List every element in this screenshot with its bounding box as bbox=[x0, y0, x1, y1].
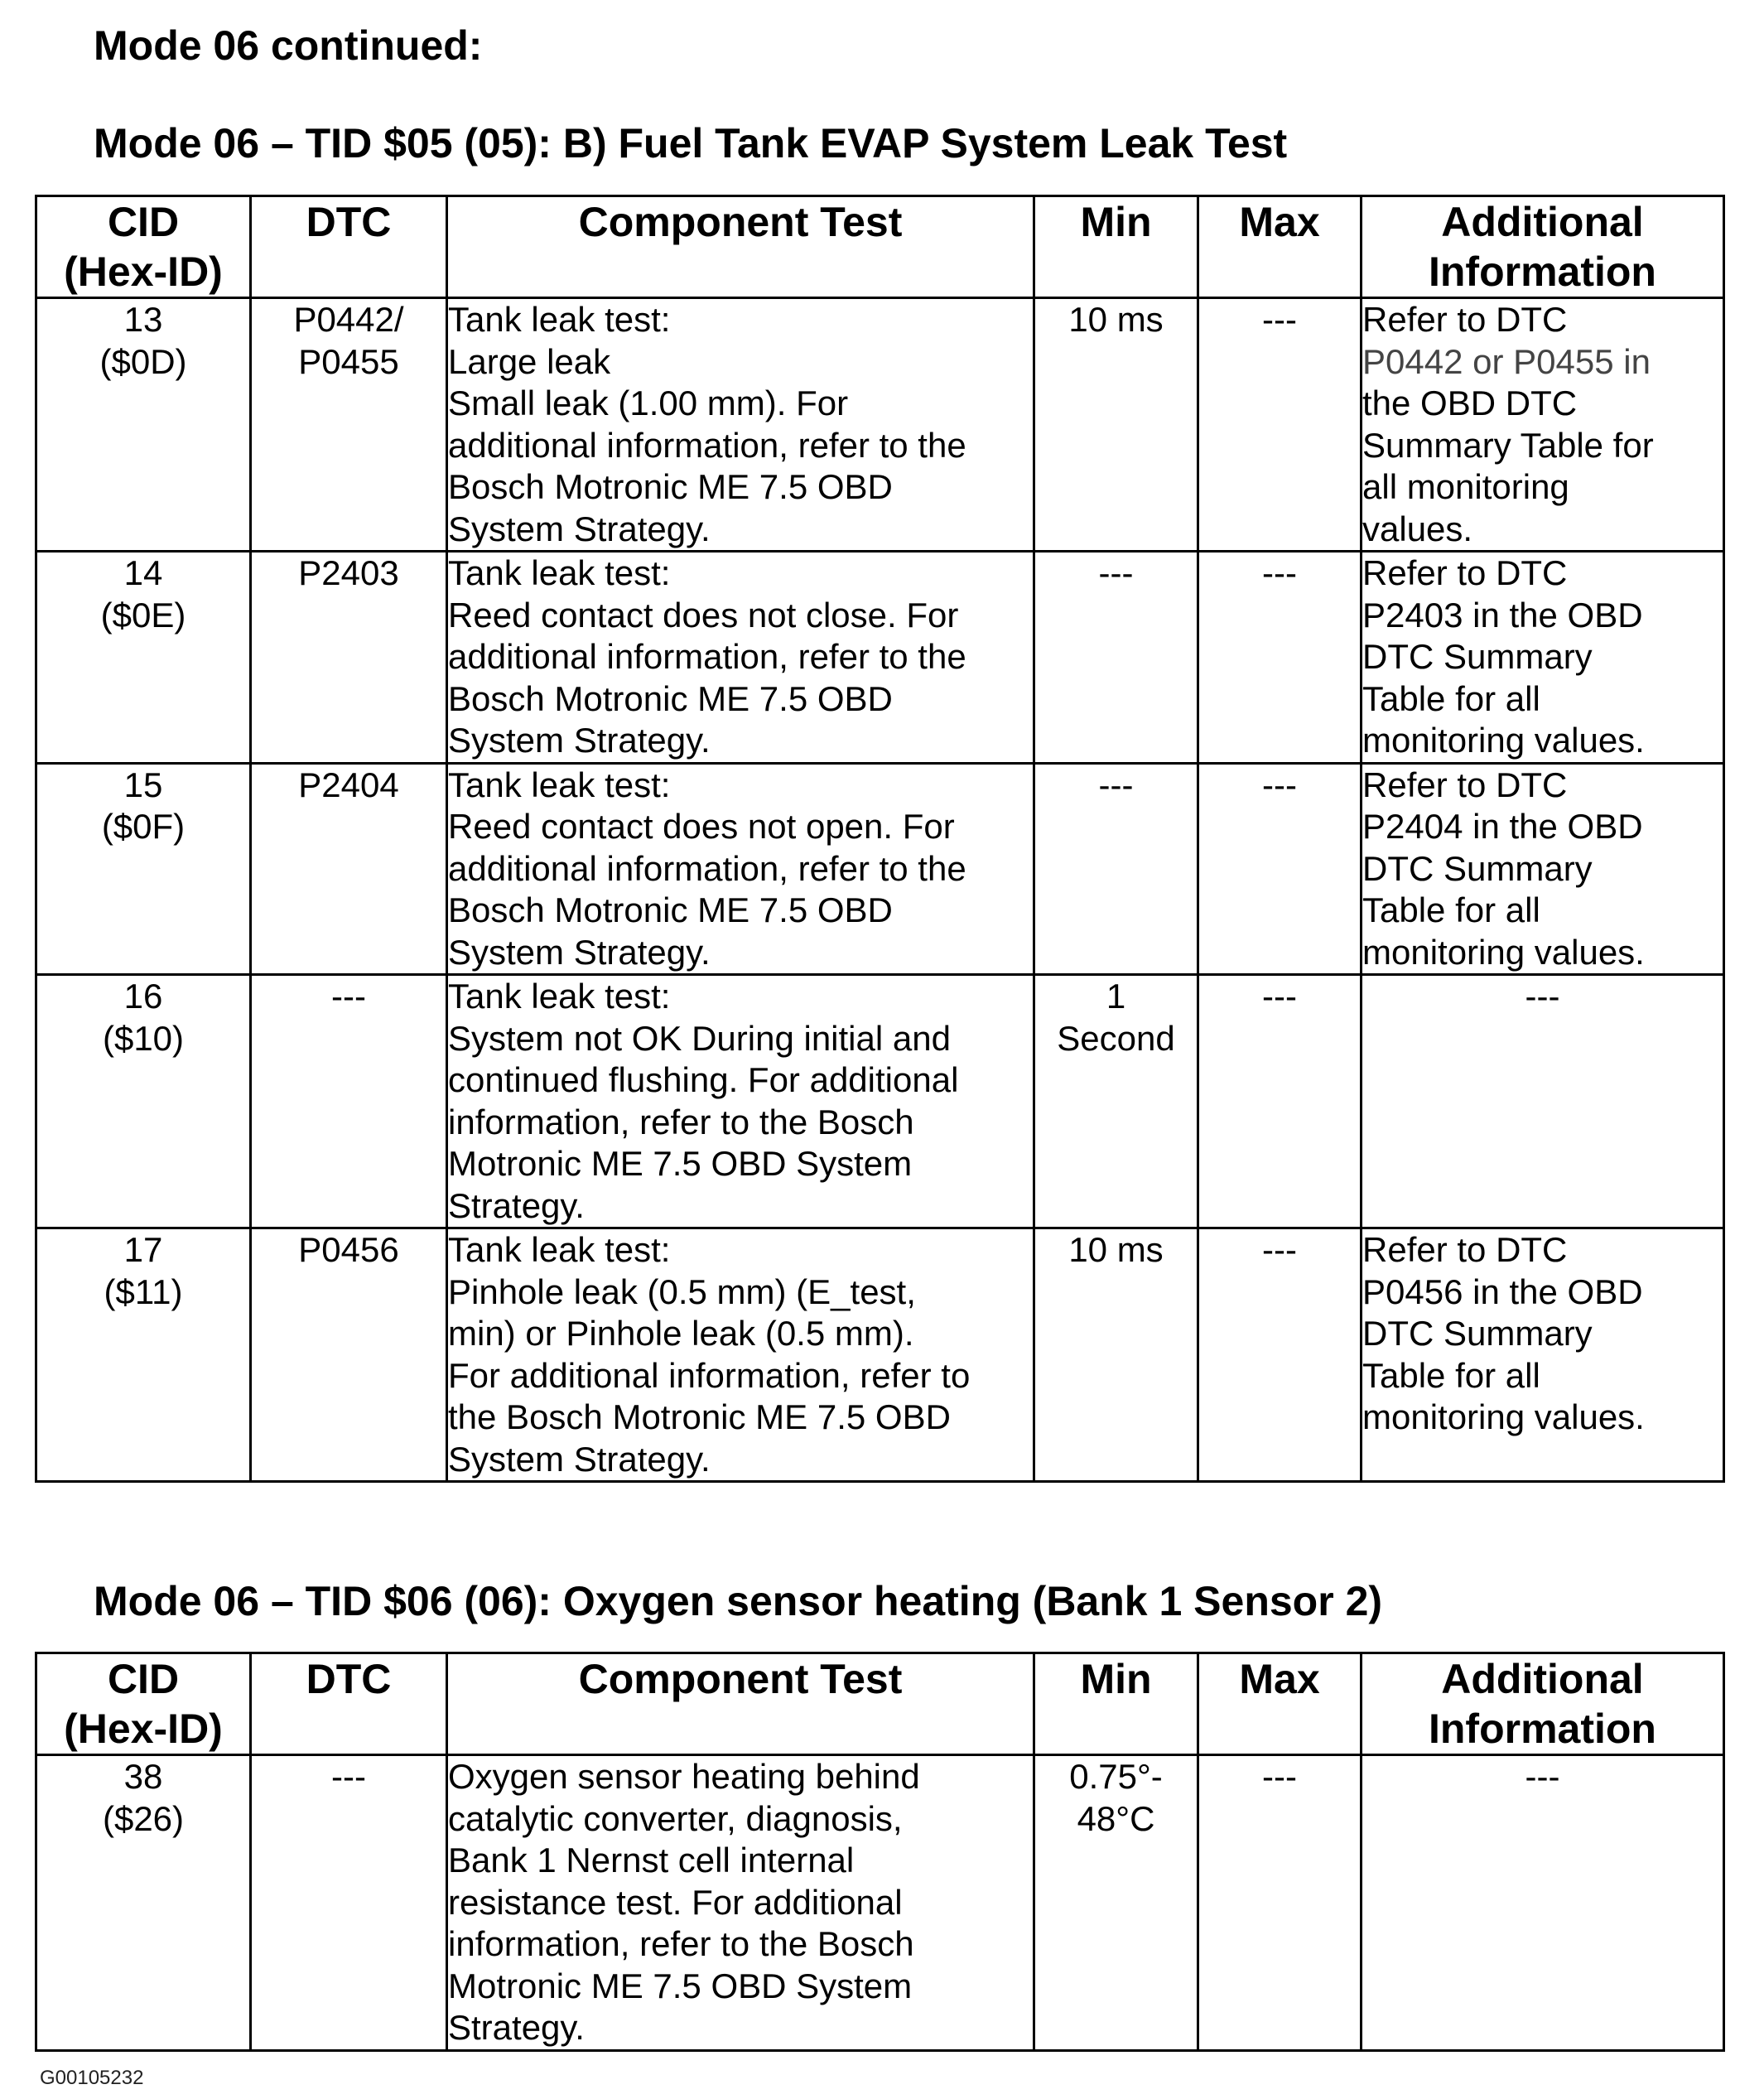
additional-info-cell bbox=[1362, 1228, 1724, 1482]
info-line: DTC Summary bbox=[1362, 848, 1593, 888]
component-test-cell bbox=[447, 763, 1034, 975]
test-line: System Strategy. bbox=[448, 932, 711, 972]
min-cell bbox=[1034, 1755, 1198, 2051]
table-2-title: Mode 06 – TID $06 (06): Oxygen sensor heating (Bank 1 Sensor 2) bbox=[94, 1578, 1383, 1624]
test-line: Oxygen sensor heating behind bbox=[448, 1757, 920, 1796]
test-line: Tank leak test: bbox=[448, 553, 671, 592]
header-dtc bbox=[251, 196, 447, 298]
header-cid bbox=[36, 1653, 251, 1755]
info-line: the OBD DTC bbox=[1362, 384, 1578, 422]
dtc-cell bbox=[251, 1755, 447, 2051]
header-min-line: Min bbox=[1080, 1656, 1152, 1702]
header-min bbox=[1034, 1653, 1198, 1755]
info-line: DTC Summary bbox=[1362, 637, 1593, 676]
min-value: 10 ms bbox=[1068, 1230, 1164, 1269]
max-value: --- bbox=[1262, 300, 1297, 339]
test-line: additional information, refer to the bbox=[448, 637, 966, 676]
table-row bbox=[36, 1755, 1724, 2051]
component-test-cell bbox=[447, 552, 1034, 764]
info-line: --- bbox=[1525, 977, 1560, 1016]
header-max-line: Max bbox=[1239, 1656, 1320, 1702]
header-info-line: Information bbox=[1429, 1706, 1656, 1752]
test-line: System Strategy. bbox=[448, 1439, 711, 1479]
test-line: Motronic ME 7.5 OBD System bbox=[448, 1966, 913, 2005]
test-line: Motronic ME 7.5 OBD System bbox=[448, 1144, 913, 1183]
evap-leak-test-table bbox=[35, 195, 1725, 1483]
min-value: --- bbox=[1098, 553, 1134, 592]
max-value: --- bbox=[1262, 553, 1297, 592]
component-test-cell bbox=[447, 1755, 1034, 2051]
info-line: Refer to DTC bbox=[1362, 553, 1568, 592]
header-component-test bbox=[447, 196, 1034, 298]
test-line: Large leak bbox=[448, 341, 611, 381]
header-additional-information bbox=[1362, 1653, 1724, 1755]
dtc-code: P2404 bbox=[298, 765, 399, 804]
test-line: the Bosch Motronic ME 7.5 OBD bbox=[448, 1397, 951, 1436]
test-line: Bosch Motronic ME 7.5 OBD bbox=[448, 467, 893, 506]
dtc-cell bbox=[251, 298, 447, 552]
info-line: P0442 or P0455 in bbox=[1362, 341, 1651, 381]
info-line: monitoring values. bbox=[1362, 721, 1645, 760]
header-cid-line: CID bbox=[107, 199, 180, 245]
max-value: --- bbox=[1262, 977, 1297, 1016]
info-line: P2404 in the OBD bbox=[1362, 807, 1643, 846]
info-line: Table for all bbox=[1362, 678, 1540, 718]
additional-info-cell bbox=[1362, 552, 1724, 764]
min-value: --- bbox=[1098, 765, 1134, 804]
info-line: P2403 in the OBD bbox=[1362, 595, 1643, 635]
test-line: Tank leak test: bbox=[448, 300, 671, 339]
header-cid bbox=[36, 196, 251, 298]
header-dtc bbox=[251, 1653, 447, 1755]
max-cell bbox=[1198, 552, 1362, 764]
header-min bbox=[1034, 196, 1198, 298]
max-cell bbox=[1198, 1228, 1362, 1482]
dtc-code: P0456 bbox=[298, 1230, 399, 1269]
min-value: 0.75°- bbox=[1069, 1757, 1163, 1796]
test-line: continued flushing. For additional bbox=[448, 1060, 959, 1099]
header-min-line: Min bbox=[1080, 199, 1152, 245]
cid-cell bbox=[36, 1228, 251, 1482]
test-line: additional information, refer to the bbox=[448, 848, 966, 888]
test-line: Reed contact does not open. For bbox=[448, 807, 955, 846]
table-row bbox=[36, 763, 1724, 975]
test-line: For additional information, refer to bbox=[448, 1355, 971, 1395]
dtc-cell bbox=[251, 975, 447, 1228]
header-max bbox=[1198, 196, 1362, 298]
dtc-cell bbox=[251, 552, 447, 764]
test-line: Tank leak test: bbox=[448, 977, 671, 1016]
max-value: --- bbox=[1262, 1757, 1297, 1796]
additional-info-cell bbox=[1362, 1755, 1724, 2051]
info-line: Refer to DTC bbox=[1362, 300, 1568, 339]
cid-cell bbox=[36, 1755, 251, 2051]
hex-id-value: ($10) bbox=[102, 1018, 185, 1058]
header-dtc-line: DTC bbox=[306, 1656, 392, 1702]
hex-id-value: ($0D) bbox=[99, 341, 187, 381]
header-info-line: Additional bbox=[1441, 1656, 1644, 1702]
test-line: Strategy. bbox=[448, 2008, 585, 2047]
header-row bbox=[36, 1653, 1724, 1755]
min-value: 48°C bbox=[1077, 1798, 1155, 1838]
min-cell bbox=[1034, 552, 1198, 764]
dtc-code: --- bbox=[331, 977, 366, 1016]
component-test-cell bbox=[447, 298, 1034, 552]
table-row bbox=[36, 1228, 1724, 1482]
header-info-line: Information bbox=[1429, 249, 1656, 295]
test-line: Bank 1 Nernst cell internal bbox=[448, 1841, 855, 1879]
page-heading-continued: Mode 06 continued: bbox=[94, 22, 483, 69]
cid-cell bbox=[36, 975, 251, 1228]
test-line: Reed contact does not close. For bbox=[448, 595, 959, 635]
hex-id-value: ($0F) bbox=[101, 807, 186, 846]
test-line: additional information, refer to the bbox=[448, 425, 966, 465]
cid-value: 17 bbox=[123, 1230, 163, 1269]
additional-info-cell bbox=[1362, 298, 1724, 552]
test-line: System not OK During initial and bbox=[448, 1018, 951, 1058]
header-cid-line: CID bbox=[107, 1656, 180, 1702]
info-line: all monitoring bbox=[1362, 467, 1569, 506]
additional-info-cell bbox=[1362, 763, 1724, 975]
info-line: Summary Table for bbox=[1362, 425, 1654, 465]
min-cell bbox=[1034, 1228, 1198, 1482]
max-cell bbox=[1198, 975, 1362, 1228]
test-line: Small leak (1.00 mm). For bbox=[448, 384, 849, 422]
info-line: monitoring values. bbox=[1362, 1397, 1645, 1436]
header-max-line: Max bbox=[1239, 199, 1320, 245]
test-line: Strategy. bbox=[448, 1185, 585, 1225]
max-value: --- bbox=[1262, 1230, 1297, 1269]
header-cid-line: (Hex-ID) bbox=[64, 1706, 223, 1752]
dtc-cell bbox=[251, 763, 447, 975]
cid-value: 38 bbox=[123, 1757, 163, 1796]
header-max bbox=[1198, 1653, 1362, 1755]
min-cell bbox=[1034, 763, 1198, 975]
cid-value: 15 bbox=[123, 765, 163, 804]
info-line: Refer to DTC bbox=[1362, 765, 1568, 804]
header-row bbox=[36, 196, 1724, 298]
test-line: information, refer to the Bosch bbox=[448, 1102, 914, 1141]
component-test-cell bbox=[447, 975, 1034, 1228]
cid-value: 16 bbox=[123, 977, 163, 1016]
cid-value: 13 bbox=[123, 300, 163, 339]
header-component-test bbox=[447, 1653, 1034, 1755]
info-line: P0456 in the OBD bbox=[1362, 1271, 1643, 1311]
info-line: values. bbox=[1362, 509, 1473, 548]
test-line: Tank leak test: bbox=[448, 765, 671, 804]
hex-id-value: ($26) bbox=[102, 1798, 185, 1838]
header-additional-information bbox=[1362, 196, 1724, 298]
info-line: DTC Summary bbox=[1362, 1314, 1593, 1353]
dtc-code: --- bbox=[331, 1757, 366, 1796]
header-cid-line: (Hex-ID) bbox=[64, 249, 223, 295]
test-line: Bosch Motronic ME 7.5 OBD bbox=[448, 678, 893, 718]
test-line: information, refer to the Bosch bbox=[448, 1924, 914, 1963]
hex-id-value: ($11) bbox=[104, 1271, 183, 1311]
max-cell bbox=[1198, 1755, 1362, 2051]
test-line: Tank leak test: bbox=[448, 1230, 671, 1269]
header-info-line: Additional bbox=[1441, 199, 1644, 245]
header-dtc-line: DTC bbox=[306, 199, 392, 245]
test-line: min) or Pinhole leak (0.5 mm). bbox=[448, 1314, 914, 1353]
min-value: 10 ms bbox=[1068, 300, 1164, 339]
info-line: monitoring values. bbox=[1362, 932, 1645, 972]
additional-info-cell bbox=[1362, 975, 1724, 1228]
cid-cell bbox=[36, 763, 251, 975]
test-line: resistance test. For additional bbox=[448, 1882, 903, 1922]
figure-code: G00105232 bbox=[40, 2067, 144, 2089]
max-cell bbox=[1198, 763, 1362, 975]
test-line: catalytic converter, diagnosis, bbox=[448, 1798, 903, 1838]
oxygen-sensor-heating-table bbox=[35, 1652, 1725, 2052]
min-value: 1 bbox=[1106, 977, 1126, 1016]
cid-value: 14 bbox=[123, 553, 163, 592]
cid-cell bbox=[36, 298, 251, 552]
max-cell bbox=[1198, 298, 1362, 552]
min-value: Second bbox=[1057, 1018, 1175, 1058]
dtc-cell bbox=[251, 1228, 447, 1482]
cid-cell bbox=[36, 552, 251, 764]
dtc-code: P0442/ bbox=[293, 300, 404, 339]
table-1-title: Mode 06 – TID $05 (05): B) Fuel Tank EVAP System Leak Test bbox=[94, 120, 1288, 166]
dtc-code: P2403 bbox=[298, 553, 399, 592]
min-cell bbox=[1034, 298, 1198, 552]
min-cell bbox=[1034, 975, 1198, 1228]
info-line: Refer to DTC bbox=[1362, 1230, 1568, 1269]
info-line: Table for all bbox=[1362, 890, 1540, 929]
table-row bbox=[36, 552, 1724, 764]
test-line: Pinhole leak (0.5 mm) (E_test, bbox=[448, 1271, 916, 1311]
info-line: --- bbox=[1525, 1757, 1560, 1796]
component-test-cell bbox=[447, 1228, 1034, 1482]
table-row bbox=[36, 298, 1724, 552]
header-test-line: Component Test bbox=[578, 1656, 903, 1702]
test-line: System Strategy. bbox=[448, 509, 711, 548]
max-value: --- bbox=[1262, 765, 1297, 804]
header-test-line: Component Test bbox=[578, 199, 903, 245]
hex-id-value: ($0E) bbox=[100, 595, 186, 635]
table-row bbox=[36, 975, 1724, 1228]
test-line: System Strategy. bbox=[448, 721, 711, 760]
test-line: Bosch Motronic ME 7.5 OBD bbox=[448, 890, 893, 929]
dtc-code: P0455 bbox=[298, 341, 399, 381]
info-line: Table for all bbox=[1362, 1355, 1540, 1395]
